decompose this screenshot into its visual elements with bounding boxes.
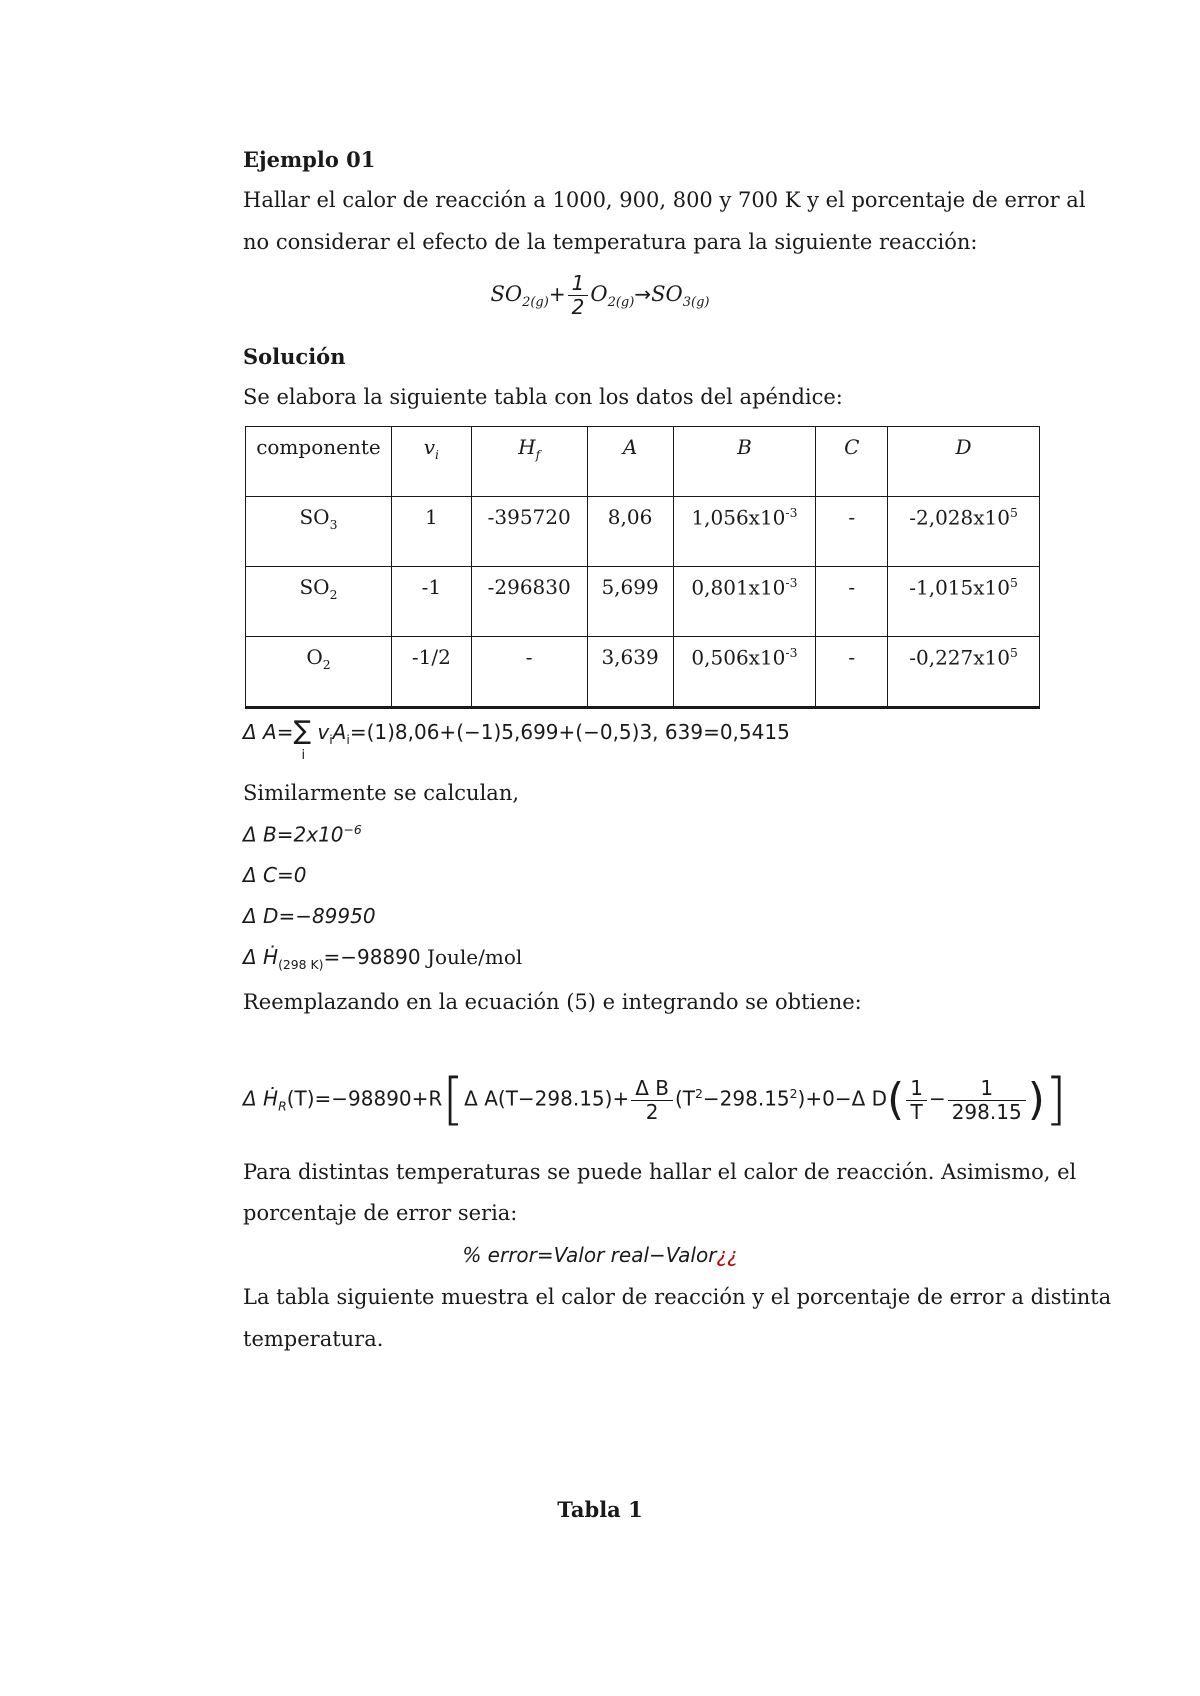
cell-v: -1 bbox=[391, 567, 471, 637]
intro-line-1: Hallar el calor de reacción a 1000, 900, 800 y 700 K y el porcentaje de error al bbox=[243, 188, 1086, 212]
delta-a-equation: Δ A=∑ i $v_iA_i=(1)8,06+(-1)5,699+(-0,5)3$, 639=0,5415 bbox=[243, 716, 790, 763]
cell-hf: - bbox=[471, 637, 587, 708]
cell-a: 3,639 bbox=[587, 637, 673, 708]
header-vi: $v_i$ bbox=[391, 427, 471, 497]
table-row bbox=[246, 637, 1040, 708]
heat-integration-equation: Δ Ḣ$_R$(T)=−98890+R[Δ A(T−298.15)+ $\frac{\text{Δ B}}{2}$ $(T^2-298.15^2)+0-\Delta$ D( $\frac{1}{T}$ − $\frac{1}{298.15}$ )] bbox=[243, 1067, 1067, 1132]
delta-h-equation: Δ Ḣ$_{(298 K)}$=−98890 Joule/mol bbox=[243, 945, 523, 972]
cell-a: 5,699 bbox=[587, 567, 673, 637]
cell-component: $O_2$ bbox=[246, 637, 392, 708]
table-row bbox=[246, 567, 1040, 637]
cell-hf: -395720 bbox=[471, 497, 587, 567]
paragraph-line-2: porcentaje de error seria: bbox=[243, 1201, 518, 1225]
reaction-equation: $SO_{2(g)}+$ $\frac{1}{2}$ $O_{2(g)}\to SO_{3(g)}$ bbox=[490, 271, 710, 319]
header-hf: $H_f$ bbox=[471, 427, 587, 497]
example-heading: Ejemplo 01 bbox=[243, 147, 376, 172]
inverse-reference-fraction: $\frac{1}{298.15}$ bbox=[948, 1077, 1026, 1124]
header-c: C bbox=[816, 427, 888, 497]
replace-text: Reemplazando en la ecuación (5) e integrando se obtiene: bbox=[243, 990, 862, 1014]
table-row bbox=[246, 497, 1040, 567]
solution-heading: Solución bbox=[243, 344, 346, 369]
cell-b: $1,056x10^{-3}$ bbox=[673, 497, 816, 567]
cell-v: -1/2 bbox=[391, 637, 471, 708]
header-d: D bbox=[888, 427, 1040, 497]
coefficient-fraction: $\frac{1}{2}$ bbox=[568, 272, 589, 319]
inverse-t-fraction: $\frac{1}{T}$ bbox=[906, 1077, 927, 1124]
table-caption: Tabla 1 bbox=[557, 1497, 643, 1522]
cell-b: $0,506x10^{-3}$ bbox=[673, 637, 816, 708]
paragraph-line-1: Para distintas temperaturas se puede hallar el calor de reacción. Asimismo, el bbox=[243, 1160, 1077, 1184]
delta-b-equation: Δ $B=2x10^{-6}$ bbox=[243, 822, 362, 847]
delta-d-equation: Δ D=−89950 bbox=[243, 904, 376, 928]
cell-hf: -296830 bbox=[471, 567, 587, 637]
cell-d: $-1,015x10^5$ bbox=[888, 567, 1040, 637]
header-componente: componente bbox=[246, 427, 392, 497]
reaction-arrow: → bbox=[634, 282, 652, 306]
appendix-data-table bbox=[245, 426, 1040, 709]
cell-c: - bbox=[816, 567, 888, 637]
cell-v: 1 bbox=[391, 497, 471, 567]
delta-c-equation: Δ C=0 bbox=[243, 863, 307, 887]
intro-line-2: no considerar el efecto de la temperatura para la siguiente reacción: bbox=[243, 230, 978, 254]
cell-a: 8,06 bbox=[587, 497, 673, 567]
cell-d: $-2,028x10^5$ bbox=[888, 497, 1040, 567]
error-equation: % error=Valor real−Valor¿¿ bbox=[462, 1243, 738, 1267]
sum-symbol: ∑ i bbox=[293, 716, 312, 763]
cell-component: $SO_2$ bbox=[246, 567, 392, 637]
cell-component: $SO_3$ bbox=[246, 497, 392, 567]
cell-c: - bbox=[816, 497, 888, 567]
cell-b: $0,801x10^{-3}$ bbox=[673, 567, 816, 637]
cell-d: $-0,227x10^5$ bbox=[888, 637, 1040, 708]
closing-line-2: temperatura. bbox=[243, 1327, 384, 1351]
closing-line-1: La tabla siguiente muestra el calor de reacción y el porcentaje de error a distinta bbox=[243, 1285, 1112, 1309]
similar-text: Similarmente se calculan, bbox=[243, 781, 520, 805]
table-header-row bbox=[246, 427, 1040, 497]
error-glyph: ¿¿ bbox=[716, 1243, 738, 1267]
table-intro: Se elabora la siguiente tabla con los datos del apéndice: bbox=[243, 385, 843, 409]
header-b: B bbox=[673, 427, 816, 497]
header-a: A bbox=[587, 427, 673, 497]
cell-c: - bbox=[816, 637, 888, 708]
delta-b-fraction: $\frac{\text{Δ B}}{2}$ bbox=[631, 1077, 673, 1124]
